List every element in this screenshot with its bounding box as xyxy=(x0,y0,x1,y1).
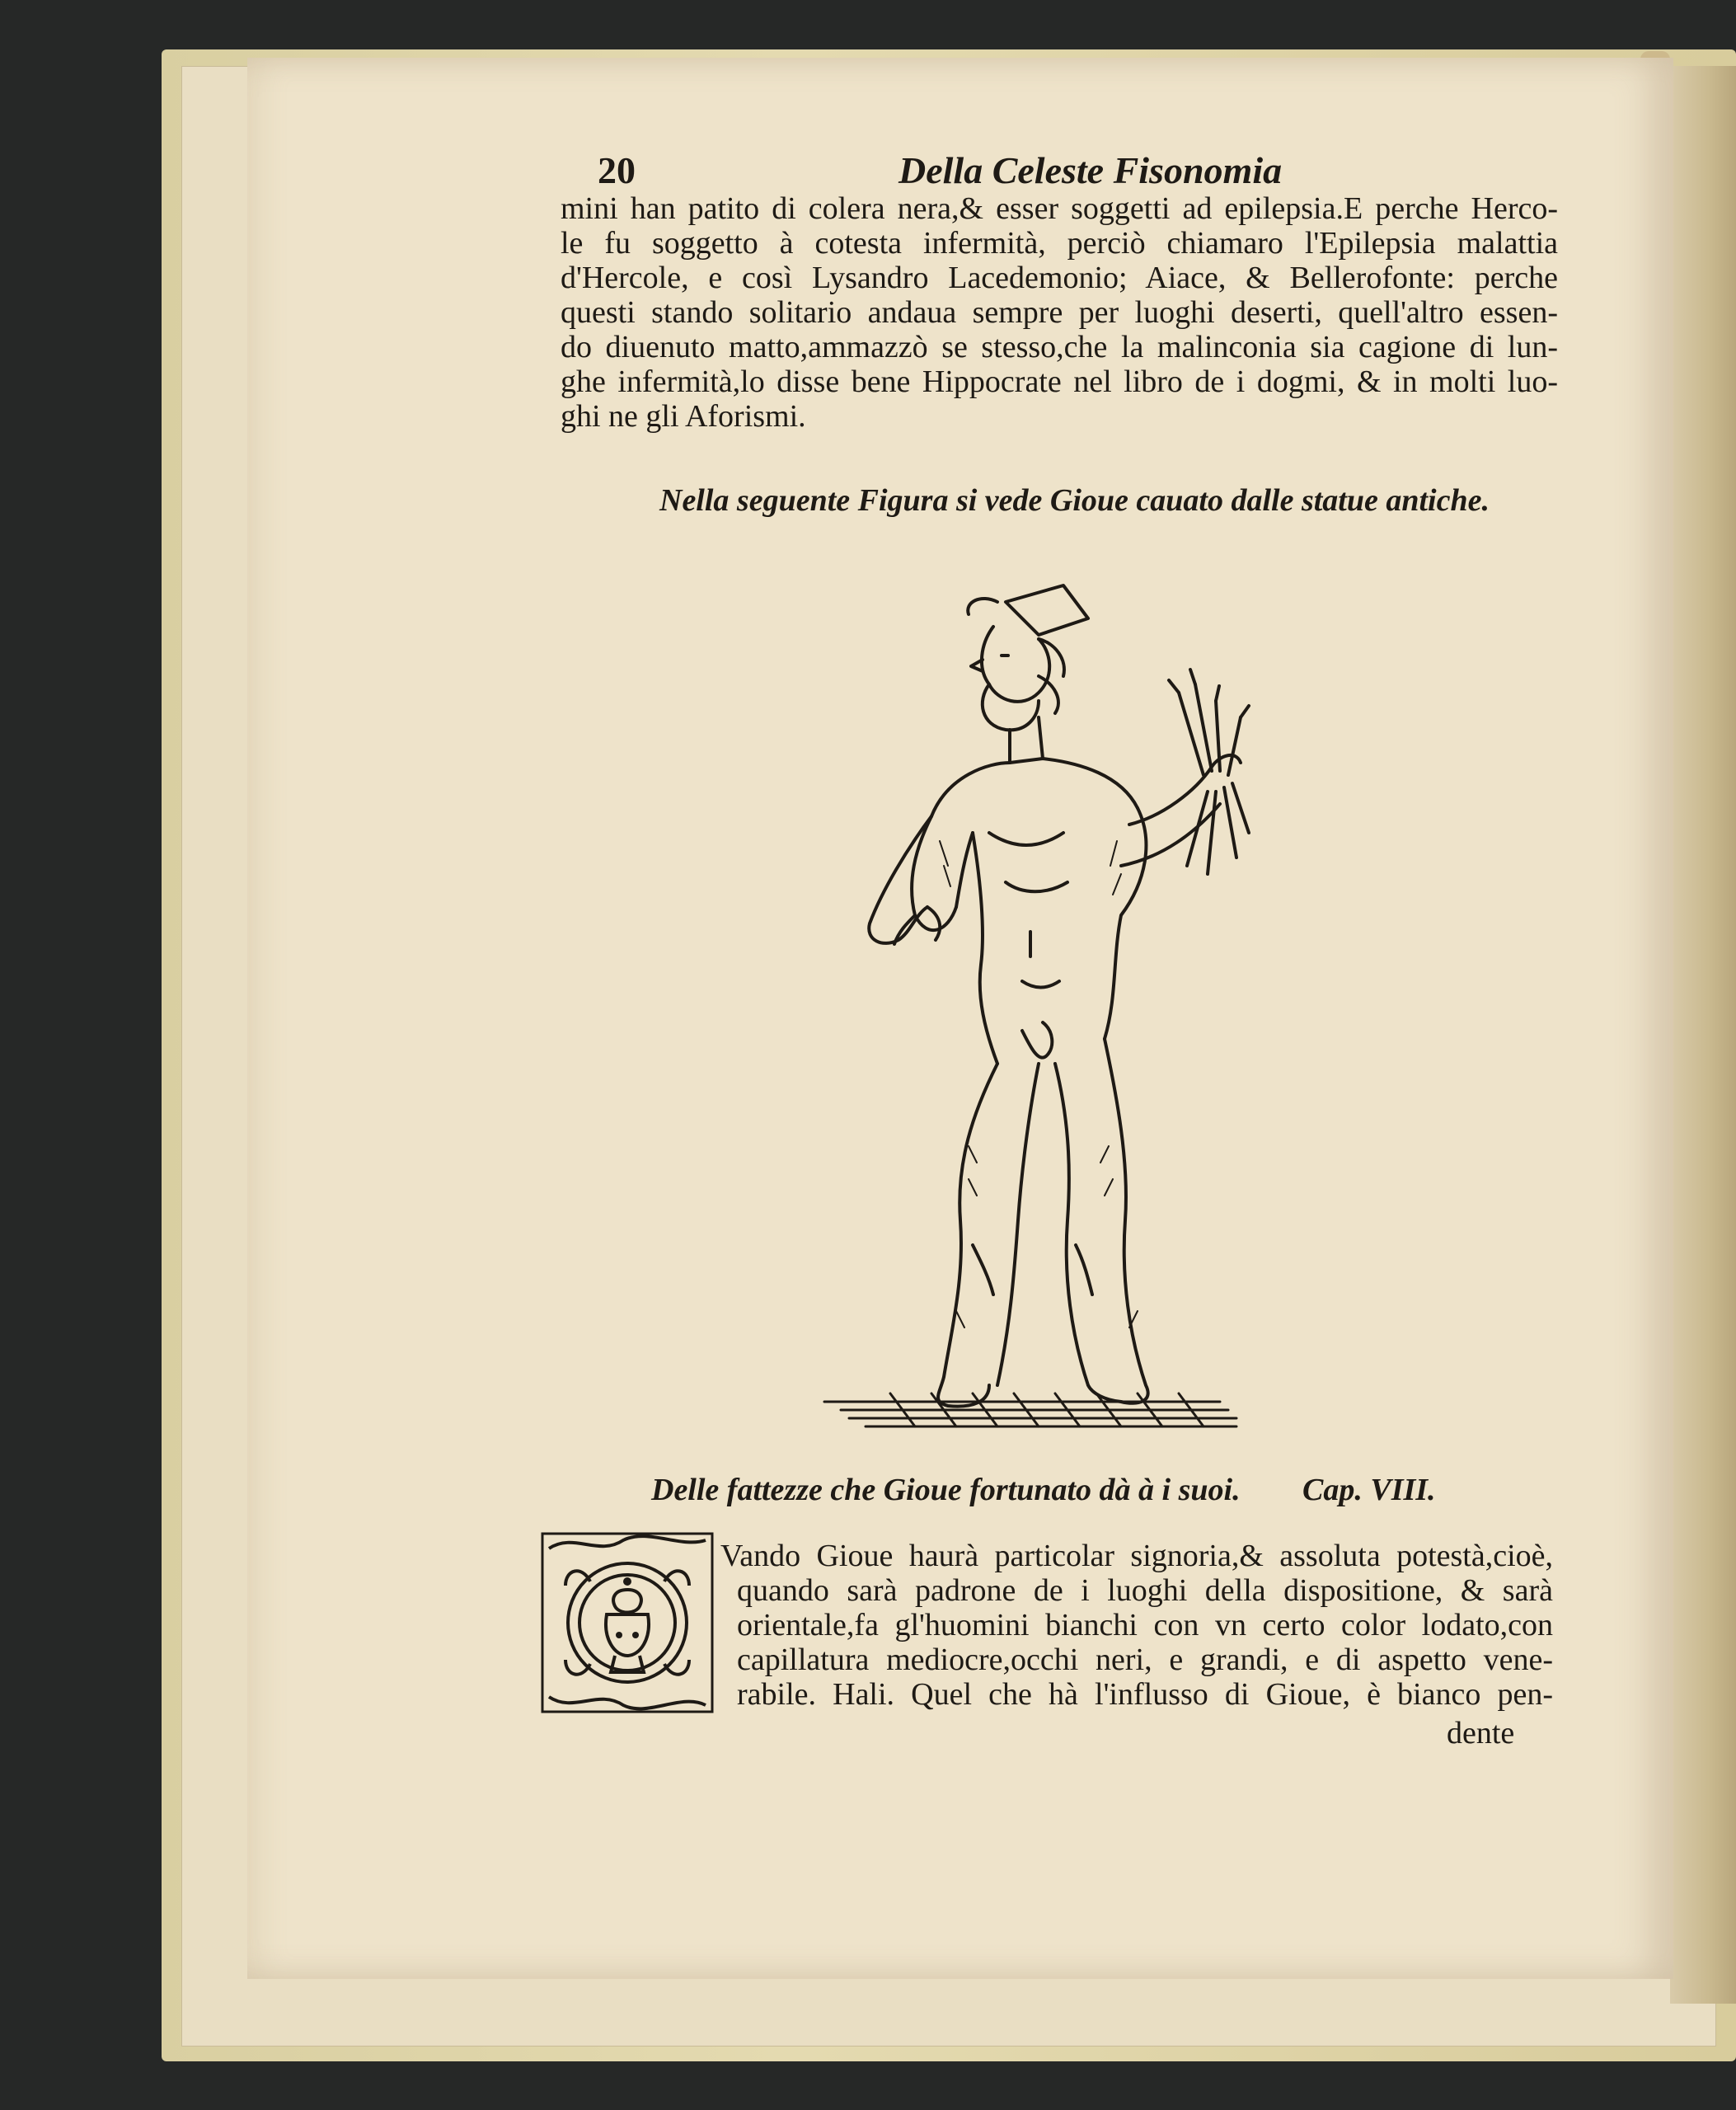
body-line: d'Hercole, e così Lysandro Lacedemonio; Aiace, & Bellerofonte: perche xyxy=(561,261,1558,295)
page-number: 20 xyxy=(598,149,636,191)
body-line: rabile. Hali. Quel che hà l'influsso di Gioue, è bianco pen- xyxy=(737,1677,1553,1712)
chapter-title: Delle fattezze che Gioue fortunato dà à i suoi. xyxy=(651,1473,1241,1507)
body-line: questi stando solitario andaua sempre per luoghi deserti, quell'altro essen- xyxy=(561,295,1558,330)
body-line: quando sarà padrone de i luoghi della dispositione, & sarà xyxy=(737,1573,1553,1608)
body-line: Vando Gioue haurà particolar signoria,& assoluta potestà,cioè, xyxy=(720,1539,1553,1573)
jupiter-woodcut-illustration xyxy=(791,569,1253,1435)
catchword: dente xyxy=(1447,1716,1515,1751)
body-line: mini han patito di colera nera,& esser soggetti ad epilepsia.E perche Herco- xyxy=(561,191,1558,226)
chapter-number: Cap. VIII. xyxy=(1302,1473,1436,1507)
running-title: Della Celeste Fisonomia xyxy=(898,149,1283,191)
body-line: ghe infermità,lo disse bene Hippocrate nel libro de i dogmi, & in molti luo- xyxy=(561,364,1558,399)
body-text xyxy=(561,191,1558,434)
body-line: orientale,fa gl'huomini bianchi con vn certo color lodato,con xyxy=(737,1608,1553,1642)
facing-page-edge xyxy=(1670,66,1736,2004)
body-line: do diuenuto matto,ammazzò se stesso,che la malinconia sia cagione di lun- xyxy=(561,330,1558,364)
decorated-initial xyxy=(541,1532,714,1713)
body-line: ghi ne gli Aforismi. xyxy=(561,399,806,434)
body-line: capillatura mediocre,occhi neri, e grandi, e di aspetto vene- xyxy=(737,1642,1553,1677)
figure-caption: Nella seguente Figura si vede Gioue cauato dalle statue antiche. xyxy=(659,483,1490,518)
body-line: le fu soggetto à cotesta infermità, perciò chiamaro l'Epilepsia malattia xyxy=(561,226,1558,261)
chapter-body-text xyxy=(720,1539,1553,1712)
